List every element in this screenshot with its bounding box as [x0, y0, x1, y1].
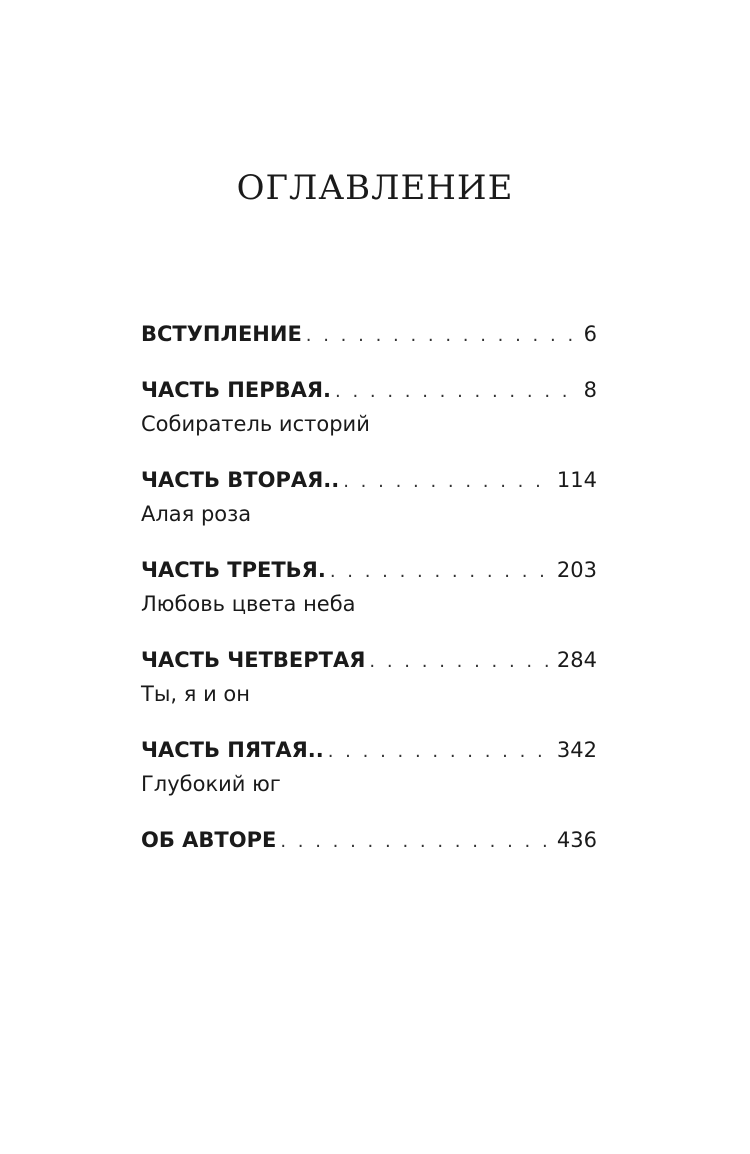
table-of-contents [141, 317, 597, 857]
toc-entry-heading: ЧАСТЬ ТРЕТЬЯ. [141, 558, 326, 582]
toc-entry-page-number: 436 [556, 828, 597, 852]
toc-entry-line [141, 463, 597, 497]
toc-entry-line [141, 553, 597, 587]
toc-entry-heading: ВСТУПЛЕНИЕ [141, 322, 302, 346]
toc-entry-heading: ЧАСТЬ ПЯТАЯ.. [141, 738, 324, 762]
toc-entry-heading: ЧАСТЬ ЧЕТВЕРТАЯ [141, 648, 366, 672]
toc-leader-dots [343, 465, 549, 499]
toc-entry-part-four [141, 643, 597, 711]
toc-entry-heading: ЧАСТЬ ПЕРВАЯ. [141, 378, 331, 402]
toc-entry-part-two [141, 463, 597, 531]
toc-entry-part-one [141, 373, 597, 441]
toc-entry-subtitle: Любовь цвета неба [141, 592, 356, 616]
toc-entry-part-five [141, 733, 597, 801]
toc-entry-subtitle: Собиратель историй [141, 412, 370, 436]
toc-entry-line [141, 373, 597, 407]
toc-leader-dots [330, 555, 549, 589]
toc-entry-page-number: 6 [583, 322, 597, 346]
toc-entry-page-number: 8 [583, 378, 597, 402]
toc-leader-dots [328, 735, 549, 769]
toc-entry-line [141, 733, 597, 767]
toc-entry-page-number: 203 [556, 558, 597, 582]
toc-leader-dots [335, 375, 576, 409]
toc-entry-line [141, 317, 597, 351]
toc-entry-about-author [141, 823, 597, 857]
toc-entry-line [141, 823, 597, 857]
toc-leader-dots [280, 825, 549, 859]
toc-entry-page-number: 342 [556, 738, 597, 762]
toc-entry-page-number: 114 [556, 468, 597, 492]
toc-entry-part-three [141, 553, 597, 621]
toc-leader-dots [369, 645, 548, 679]
toc-entry-heading: ЧАСТЬ ВТОРАЯ.. [141, 468, 340, 492]
toc-entry-subtitle: Ты, я и он [141, 682, 250, 706]
toc-entry-line [141, 643, 597, 677]
toc-entry-subtitle: Алая роза [141, 502, 252, 526]
toc-entry-subtitle: Глубокий юг [141, 772, 281, 796]
toc-entry-introduction [141, 317, 597, 351]
toc-leader-dots [306, 319, 576, 353]
page-title: ОГЛАВЛЕНИЕ [236, 168, 514, 208]
toc-entry-heading: ОБ АВТОРЕ [141, 828, 277, 852]
toc-entry-page-number: 284 [556, 648, 597, 672]
